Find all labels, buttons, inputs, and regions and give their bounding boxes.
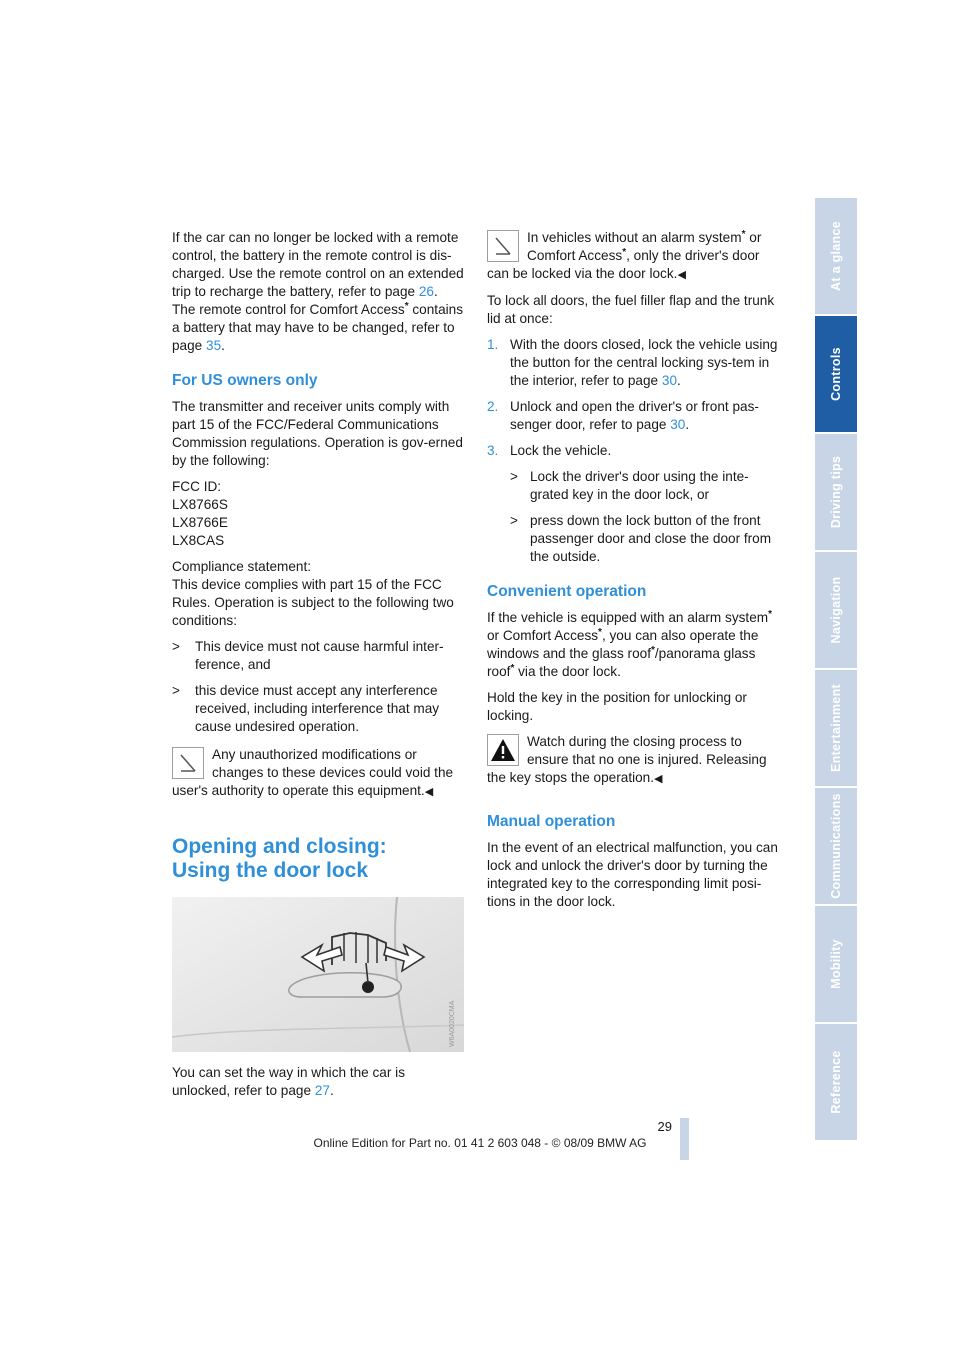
section-title: Opening and closing: Using the door lock bbox=[172, 835, 387, 882]
compliance-block: Compliance statement: This device complies with part 15 of the FCC Rules. Operation is subject to the following two conditions: bbox=[172, 559, 454, 628]
list-item: 2. Unlock and open the driver's or front pas-senger door, refer to page 30. bbox=[487, 399, 759, 432]
warning-icon bbox=[487, 734, 519, 766]
optional-star: * bbox=[741, 229, 746, 240]
manual-operation-text: In the event of an electrical malfunction, you can lock and unlock the driver's door by turning the integrated key to the corresponding limit posi-tions in the door lock. bbox=[487, 840, 778, 909]
bullet-marker: > bbox=[172, 639, 180, 654]
door-lock-illustration bbox=[172, 897, 464, 1052]
list-item: 3. Lock the vehicle. bbox=[487, 443, 612, 458]
page-link-26[interactable]: 26 bbox=[418, 284, 434, 299]
list-item: 1. With the doors closed, lock the vehicle using the button for the central locking sys-tem in the interior, refer to page 30. bbox=[487, 337, 778, 388]
tab-mobility[interactable]: Mobility bbox=[815, 906, 857, 1024]
optional-star: * bbox=[510, 663, 515, 674]
battery-paragraph: If the car can no longer be locked with a remote control, the battery in the remote control is dis-charged. Use the remote control on an extended trip to recharge the battery, refer to page 26. The remote control for Comfort Access* contains a battery that may have to be changed, refer to page 35. bbox=[172, 230, 464, 353]
tab-reference[interactable]: Reference bbox=[815, 1024, 857, 1142]
bullet-marker: > bbox=[172, 683, 180, 698]
tab-navigation[interactable]: Navigation bbox=[815, 552, 857, 670]
fcc-id: LX8766E bbox=[172, 515, 228, 530]
list-item: > press down the lock button of the front passenger door and close the door from the outside. bbox=[510, 513, 772, 564]
list-item: > Lock the driver's door using the inte-grated key in the door lock, or bbox=[510, 469, 749, 502]
optional-star: * bbox=[622, 247, 627, 258]
chapter-tabs bbox=[815, 198, 857, 1142]
page-link-30[interactable]: 30 bbox=[661, 373, 678, 388]
bullet-marker: > bbox=[510, 469, 518, 484]
us-owners-text: The transmitter and receiver units comply with part 15 of the FCC/Federal Communications Commission regulations. Operation is gov-erned by the following: bbox=[172, 399, 463, 468]
fcc-id-block: FCC ID: LX8766S LX8766E LX8CAS bbox=[172, 479, 228, 548]
note-icon bbox=[487, 230, 519, 262]
convenient-operation-heading: Convenient operation bbox=[487, 583, 647, 600]
end-mark: ◀ bbox=[424, 786, 434, 798]
lock-all-intro: To lock all doors, the fuel filler flap and the trunk lid at once: bbox=[487, 293, 775, 326]
fcc-id: LX8766S bbox=[172, 497, 228, 512]
page-link-35[interactable]: 35 bbox=[206, 338, 222, 353]
manual-operation-heading: Manual operation bbox=[487, 813, 616, 830]
optional-star: * bbox=[598, 627, 602, 638]
figure-code: W6A0020CMA bbox=[449, 1000, 456, 1047]
tab-controls[interactable]: Controls bbox=[815, 316, 857, 434]
tab-communications[interactable]: Communications bbox=[815, 788, 857, 906]
left-column bbox=[172, 229, 464, 1108]
footer: Online Edition for Part no. 01 41 2 603 048 - © 08/09 BMW AG bbox=[313, 1136, 647, 1150]
tab-at-a-glance[interactable]: At a glance bbox=[815, 198, 857, 316]
warning-block: Watch during the closing process to ensure that no one is injured. Releasing the key stops the operation.◀ bbox=[487, 734, 767, 785]
tab-entertainment[interactable]: Entertainment bbox=[815, 670, 857, 788]
note-icon bbox=[172, 747, 204, 779]
right-column bbox=[487, 229, 781, 919]
bullet-marker: > bbox=[510, 513, 518, 528]
page-number: 29 bbox=[657, 1119, 672, 1134]
note-block: Any unauthorized modifications or changes to these devices could void the user's authority to operate this equipment.◀ bbox=[172, 747, 454, 798]
optional-star: * bbox=[650, 645, 655, 656]
end-mark: ◀ bbox=[654, 773, 663, 785]
list-item: > this device must accept any interference received, including interference that may cause undesired operation. bbox=[172, 683, 440, 734]
page-link-30[interactable]: 30 bbox=[670, 417, 686, 432]
page-link-27[interactable]: 27 bbox=[314, 1083, 330, 1098]
optional-star: * bbox=[404, 301, 409, 312]
unlock-setting-text: You can set the way in which the car is unlocked, refer to page 27. bbox=[172, 1065, 405, 1098]
us-owners-heading: For US owners only bbox=[172, 372, 318, 389]
hold-key-text: Hold the key in the position for unlocking or locking. bbox=[487, 690, 747, 723]
tab-driving-tips[interactable]: Driving tips bbox=[815, 434, 857, 552]
end-mark: ◀ bbox=[677, 269, 686, 281]
note-block: In vehicles without an alarm system* or Comfort Access*, only the driver's door can be locked via the door lock.◀ bbox=[487, 229, 762, 281]
fcc-id: LX8CAS bbox=[172, 533, 225, 548]
list-item: > This device must not cause harmful inter-ference, and bbox=[172, 639, 444, 672]
convenient-operation-text: If the vehicle is equipped with an alarm system* or Comfort Access*, you can also operate the windows and the glass roof*/panorama glass roof* via the door lock. bbox=[487, 609, 772, 679]
optional-star: * bbox=[768, 609, 772, 620]
